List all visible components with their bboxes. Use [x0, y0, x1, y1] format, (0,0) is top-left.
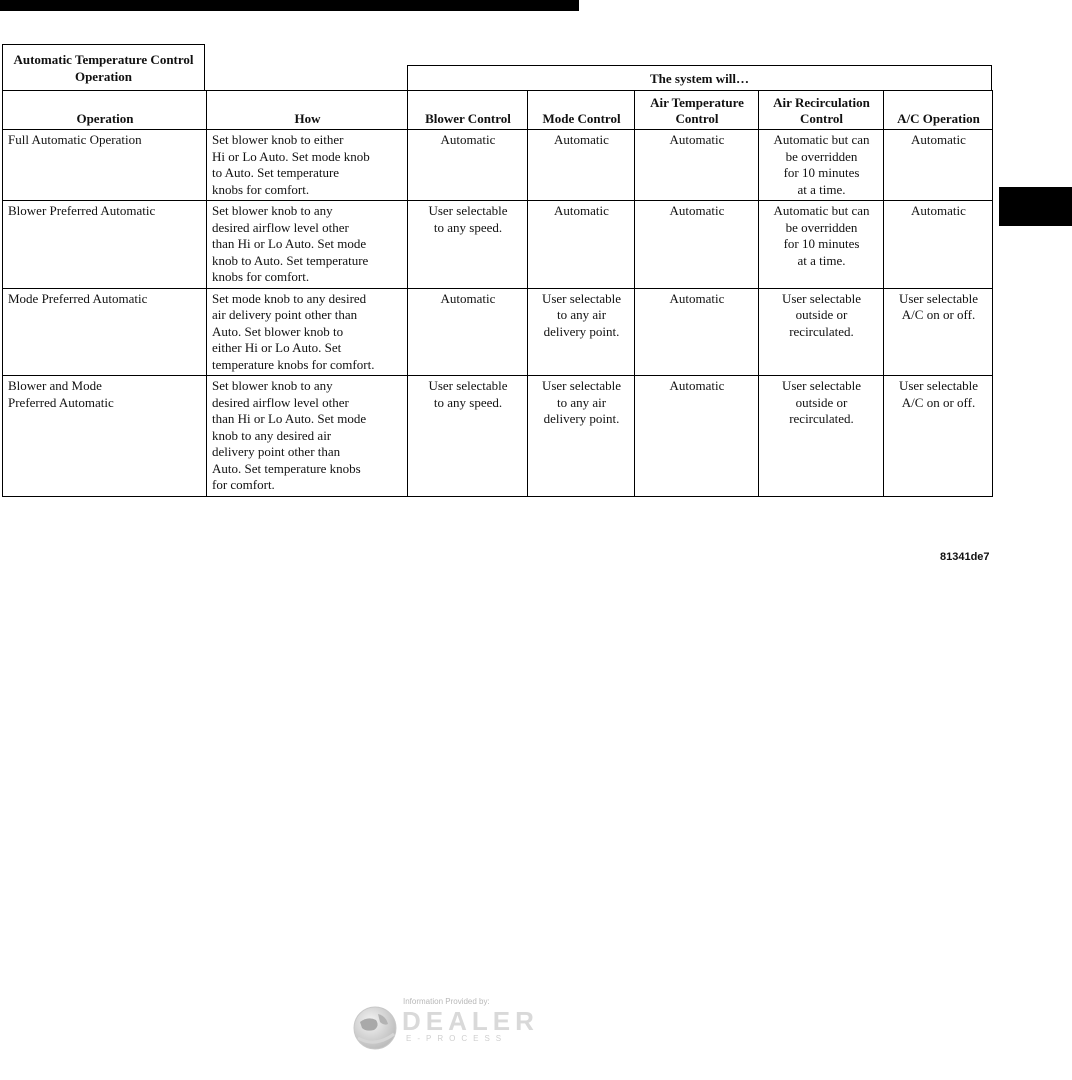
dealer-watermark	[350, 996, 560, 1056]
cell-air-temp: Automatic	[635, 201, 759, 289]
dealer-provided-text: Information Provided by:	[403, 997, 490, 1006]
cell-operation: Mode Preferred Automatic	[3, 288, 207, 376]
cell-blower: Automatic	[408, 288, 528, 376]
cell-blower: User selectable to any speed.	[408, 201, 528, 289]
cell-mode: Automatic	[528, 130, 635, 201]
cell-how: Set blower knob to any desired airflow level other than Hi or Lo Auto. Set mode knob to any desired air delivery point other than Auto. Set temperature knobs for comfort.	[207, 376, 408, 497]
col-blower-control: Blower Control	[408, 91, 528, 130]
table-row	[3, 130, 993, 201]
cell-recirc: Automatic but can be overridden for 10 minutes at a time.	[759, 201, 884, 289]
header-row	[3, 91, 993, 130]
section-tab	[999, 187, 1072, 226]
cell-air-temp: Automatic	[635, 288, 759, 376]
cell-mode: User selectable to any air delivery point.	[528, 376, 635, 497]
table-row	[3, 288, 993, 376]
col-ac-operation: A/C Operation	[884, 91, 993, 130]
cell-ac: Automatic	[884, 201, 993, 289]
cell-air-temp: Automatic	[635, 130, 759, 201]
cell-recirc: Automatic but can be overridden for 10 minutes at a time.	[759, 130, 884, 201]
col-how: How	[207, 91, 408, 130]
cell-how: Set blower knob to either Hi or Lo Auto. Set mode knob to Auto. Set temperature knobs for comfort.	[207, 130, 408, 201]
table-row	[3, 201, 993, 289]
figure-id: 81341de7	[940, 551, 990, 563]
col-air-temperature-control: Air Temperature Control	[635, 91, 759, 130]
dealer-globe-icon	[350, 1004, 400, 1052]
cell-recirc: User selectable outside or recirculated.	[759, 376, 884, 497]
cell-mode: Automatic	[528, 201, 635, 289]
cell-air-temp: Automatic	[635, 376, 759, 497]
col-mode-control: Mode Control	[528, 91, 635, 130]
cell-blower: Automatic	[408, 130, 528, 201]
cell-recirc: User selectable outside or recirculated.	[759, 288, 884, 376]
table-row	[3, 376, 993, 497]
operation-table	[2, 90, 993, 497]
col-air-recirculation-control: Air Recirculation Control	[759, 91, 884, 130]
cell-how: Set mode knob to any desired air delivery point other than Auto. Set blower knob to either Hi or Lo Auto. Set temperature knobs for comfort.	[207, 288, 408, 376]
cell-ac: User selectable A/C on or off.	[884, 376, 993, 497]
dealer-sub-text: E-PROCESS	[406, 1034, 508, 1043]
system-header: The system will…	[407, 65, 992, 91]
cell-operation: Blower Preferred Automatic	[3, 201, 207, 289]
dealer-brand-text: DEALER	[402, 1006, 539, 1036]
cell-operation: Full Automatic Operation	[3, 130, 207, 201]
cell-blower: User selectable to any speed.	[408, 376, 528, 497]
cell-ac: Automatic	[884, 130, 993, 201]
col-operation: Operation	[3, 91, 207, 130]
top-bar	[0, 0, 579, 11]
cell-operation: Blower and Mode Preferred Automatic	[3, 376, 207, 497]
cell-ac: User selectable A/C on or off.	[884, 288, 993, 376]
table-title: Automatic Temperature Control Operation	[2, 44, 205, 90]
cell-how: Set blower knob to any desired airflow level other than Hi or Lo Auto. Set mode knob to Auto. Set temperature knobs for comfort.	[207, 201, 408, 289]
cell-mode: User selectable to any air delivery point.	[528, 288, 635, 376]
